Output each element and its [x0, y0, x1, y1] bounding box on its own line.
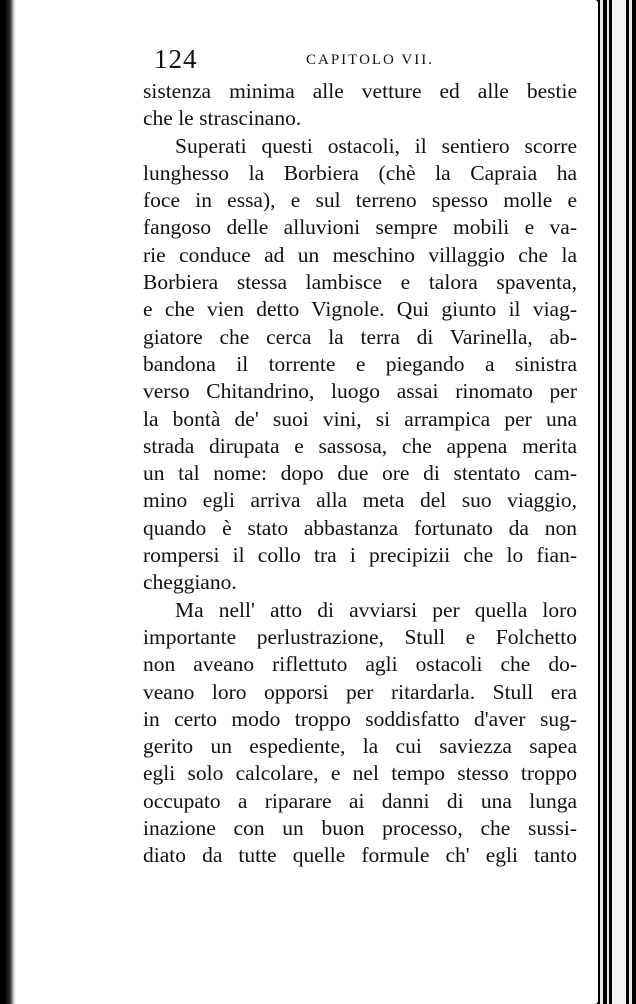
- text-line: veano loro opporsi per ritardarla. Stull era: [143, 679, 577, 704]
- text-line: giatore che cerca la terra di Varinella, ab-: [143, 324, 577, 349]
- text-line: occupato a riparare ai danni di una lunga: [143, 788, 577, 813]
- page-number: 124: [154, 44, 198, 74]
- text-line: in certo modo troppo soddisfatto d'aver sug-: [143, 706, 577, 731]
- text-line: un tal nome: dopo due ore di stentato cam-: [143, 461, 577, 486]
- text-line: diato da tutte quelle formule ch' egli tanto: [143, 843, 577, 868]
- text-line: lunghesso la Borbiera (chè la Capraia ha: [143, 160, 577, 185]
- text-line: cheggiano.: [143, 570, 237, 595]
- running-head: [154, 44, 574, 78]
- page-gutter-shadow: [6, 0, 16, 1004]
- text-line: bandona il torrente e piegando a sinistra: [143, 351, 577, 376]
- text-line: rompersi il collo tra i precipizii che lo fian-: [143, 543, 577, 568]
- text-line: e che vien detto Vignole. Qui giunto il viag-: [143, 297, 577, 322]
- chapter-title: CAPITOLO VII.: [306, 52, 434, 68]
- text-line: importante perlustrazione, Stull e Folchetto: [143, 624, 577, 649]
- text-line: non aveano riflettuto agli ostacoli che do-: [143, 652, 577, 677]
- text-line: che le strascinano.: [143, 106, 302, 131]
- text-line: Ma nell' atto di avviarsi per quella loro: [175, 597, 577, 622]
- text-line: la bontà de' suoi vini, si arrampica per una: [143, 406, 577, 431]
- text-line: Borbiera stessa lambisce e talora spaventa,: [143, 270, 577, 295]
- fore-edge-strip: [612, 0, 626, 1004]
- text-line: sistenza minima alle vetture ed alle bestie: [143, 79, 577, 103]
- text-line: strada dirupata e sassosa, che appena merita: [143, 433, 577, 458]
- fore-edge-strip: [600, 0, 603, 1004]
- text-line: verso Chitandrino, luogo assai rinomato per: [143, 379, 577, 404]
- text-line: rie conduce ad un meschino villaggio che la: [143, 242, 577, 267]
- text-line: Superati questi ostacoli, il sentiero scorre: [175, 133, 577, 158]
- text-line: quando è stato abbastanza fortunato da non: [143, 515, 577, 540]
- fore-edge-strip: [629, 0, 632, 1004]
- text-line: inazione con un buon processo, che sussi-: [143, 816, 577, 841]
- book-page: [6, 0, 598, 1004]
- body-text: [143, 78, 577, 870]
- text-line: egli solo calcolare, e nel tempo stesso troppo: [143, 761, 577, 786]
- fore-edge-strip: [607, 0, 609, 1004]
- text-line: mino egli arriva alla meta del suo viaggio,: [143, 488, 577, 513]
- text-line: fangoso delle alluvioni sempre mobili e va-: [143, 215, 577, 240]
- text-line: foce in essa), e sul terreno spesso molle e: [143, 188, 577, 213]
- page-fore-edge: [598, 0, 636, 1004]
- text-line: gerito un espediente, la cui saviezza sapea: [143, 734, 577, 759]
